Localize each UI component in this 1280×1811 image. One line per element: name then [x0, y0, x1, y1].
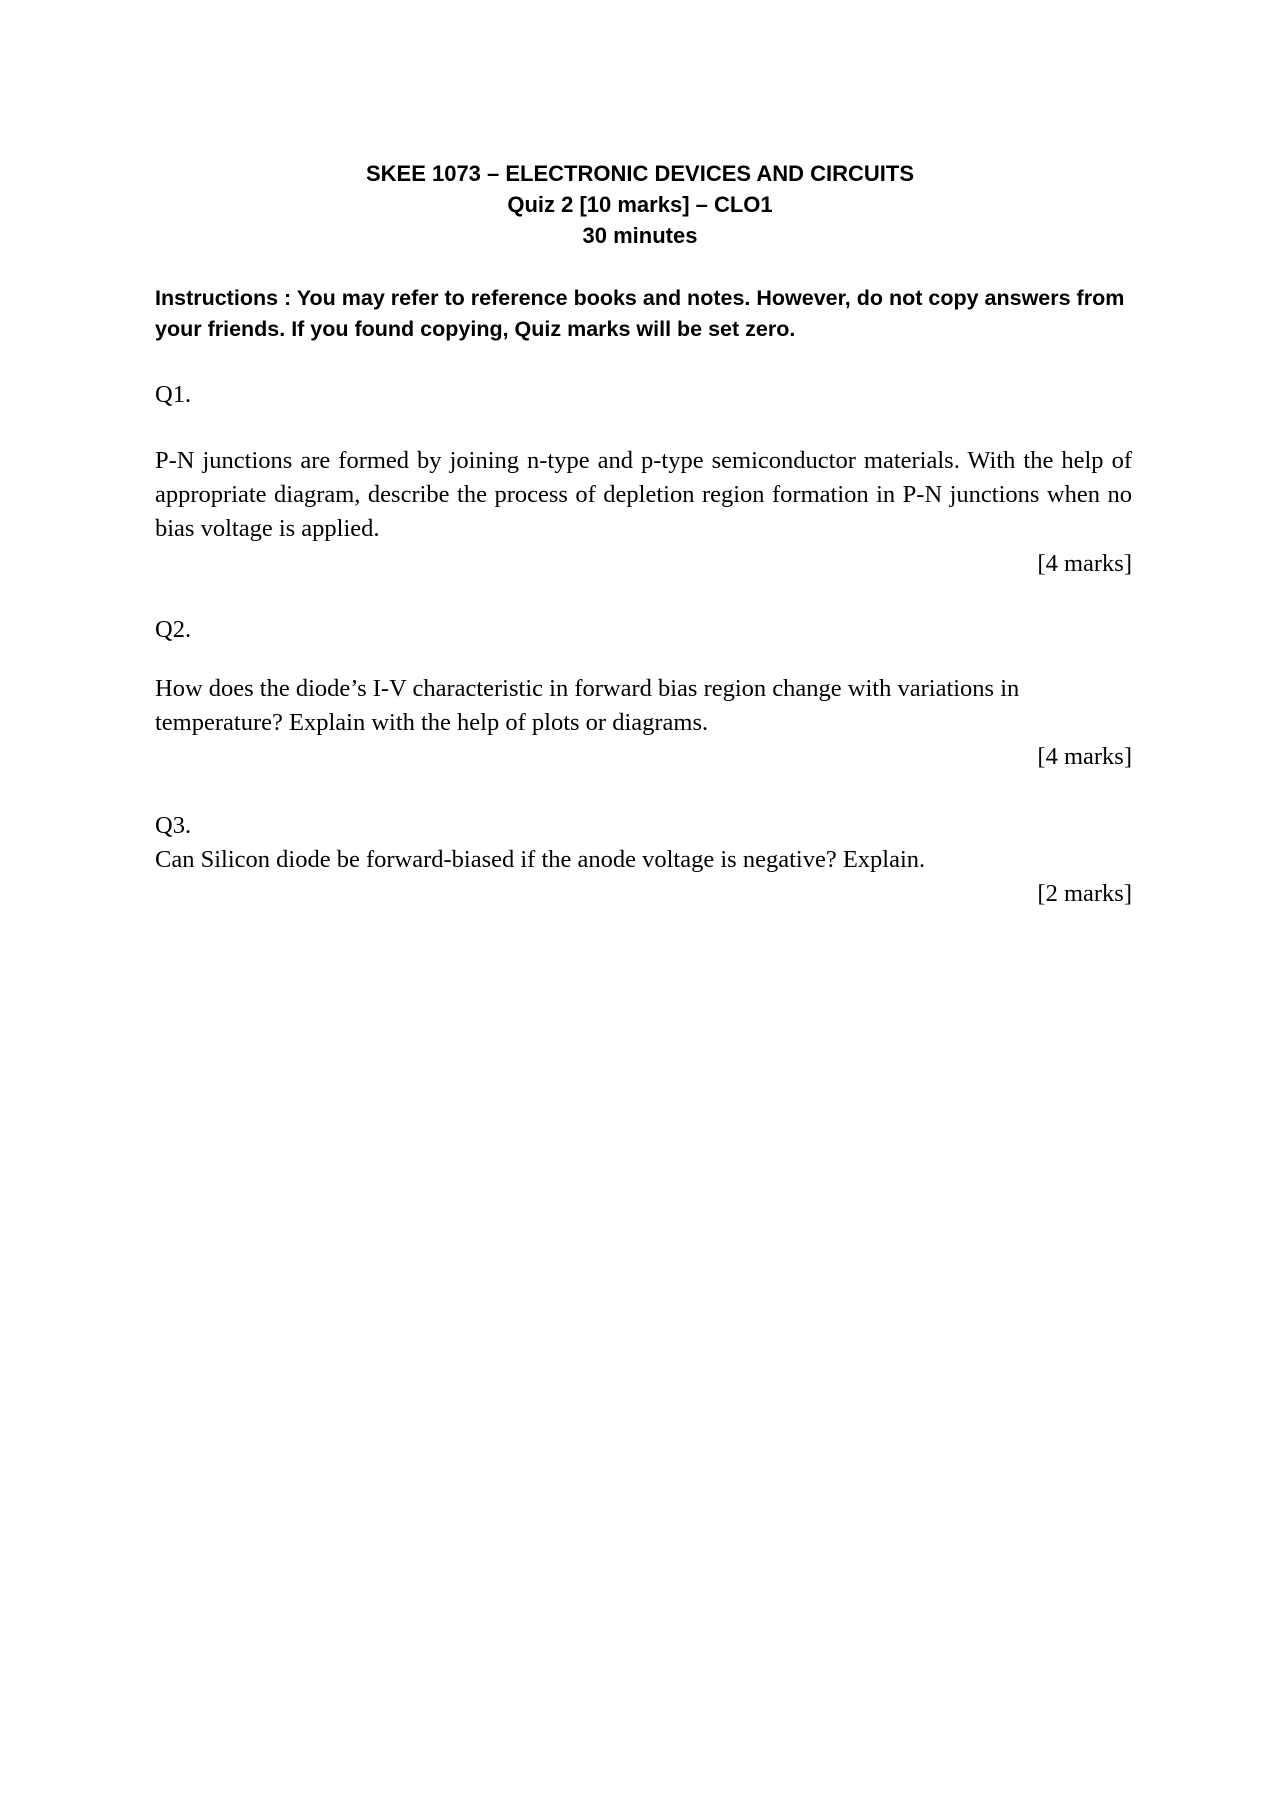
duration: 30 minutes: [582, 223, 698, 248]
document-header: [0, 158, 1280, 251]
question-1-text: P-N junctions are formed by joining n-type and p-type semiconductor materials. With the help of appropriate diagram, describe the process of depletion region formation in P-N junctions when no bias voltage is applied.: [155, 447, 1132, 542]
question-1-label: Q1.: [155, 381, 192, 408]
course-title: SKEE 1073 – ELECTRONIC DEVICES AND CIRCUITS: [365, 161, 915, 186]
question-2-text: How does the diode’s I-V characteristic in forward bias region change with variations in temperature? Explain with the help of plots or diagrams.: [155, 675, 1020, 736]
instructions: Instructions : You may refer to reference books and notes. However, do not copy answers from your friends. If you found copying, Quiz marks will be set zero.: [155, 286, 1125, 341]
question-2-marks: [4 marks]: [1037, 743, 1132, 770]
question-3-marks: [2 marks]: [1037, 880, 1132, 907]
question-1-marks: [4 marks]: [1037, 550, 1132, 577]
question-3-text: Can Silicon diode be forward-biased if the anode voltage is negative? Explain.: [155, 846, 926, 873]
question-2-label: Q2.: [155, 616, 192, 643]
question-3-label: Q3.: [155, 812, 192, 839]
quiz-title: Quiz 2 [10 marks] – CLO1: [507, 192, 773, 217]
